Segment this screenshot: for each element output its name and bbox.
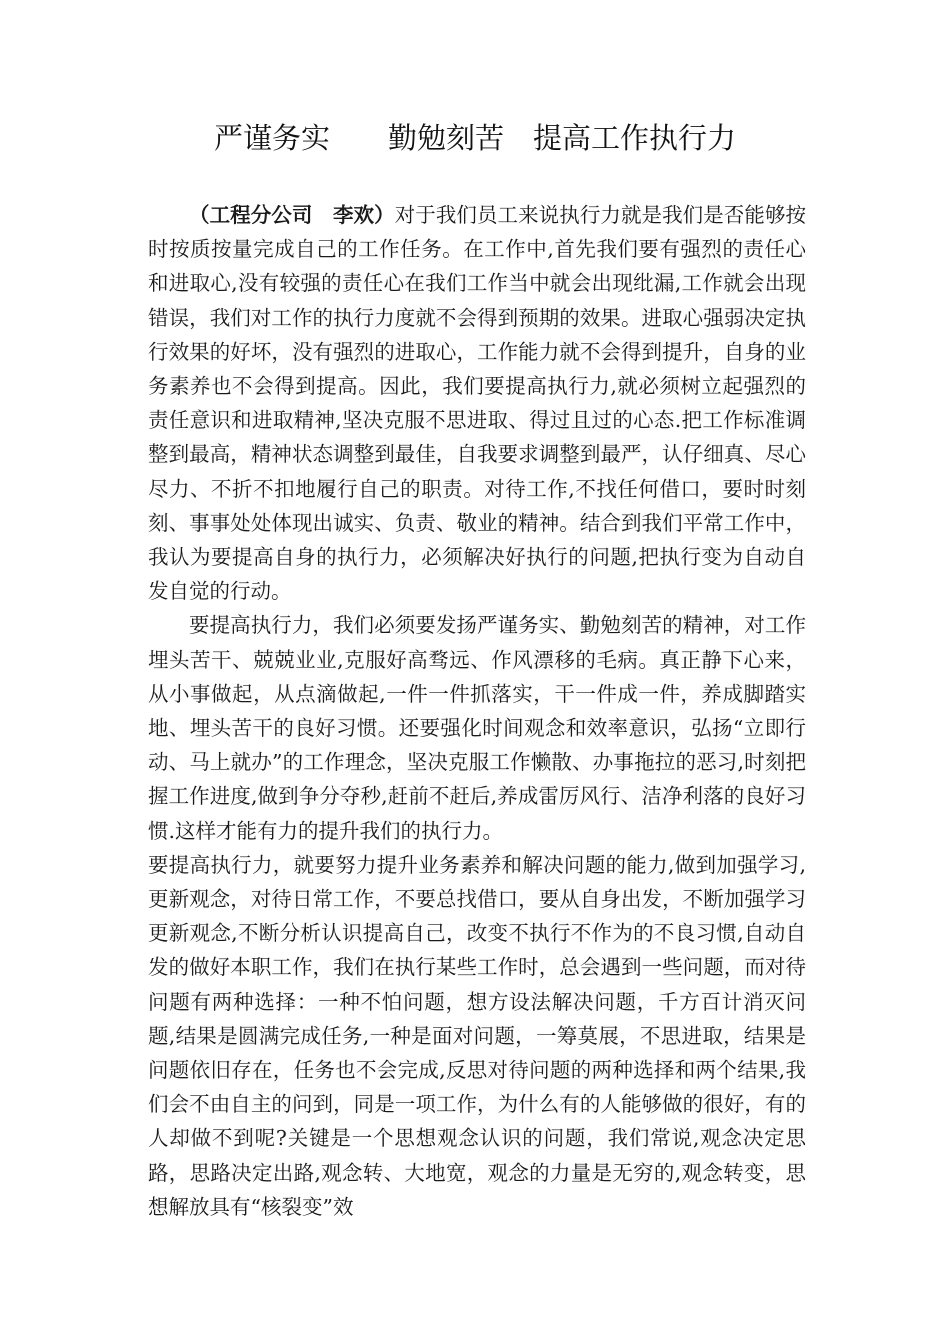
document-title: 严谨务实 勤勉刻苦 提高工作执行力 [213, 121, 736, 155]
paragraph-2: 要提高执行力，我们必须要发扬严谨务实、勤勉刻苦的精神，对工作埋头苦干、兢兢业业,克服好高骛远、作风漂移的毛病。真正静下心来，从小事做起，从点滴做起,一件一件抓落实，干一件成一件，养成脚踏实地、埋头苦干的良好习惯。还要强化时间观念和效率意识，弘扬“立即行动、马上就办”的工作理念，坚决克服工作懒散、办事拖拉的恶习,时刻把握工作进度,做到争分夺秒,赶前不赶后,养成雷厉风行、洁净利落的良好习惯.这样才能有力的提升我们的执行力。 [148, 613, 806, 843]
paragraph-3: 要提高执行力，就要努力提升业务素养和解决问题的能力,做到加强学习,更新观念，对待日常工作，不要总找借口，要从自身出发，不断加强学习更新观念,不断分析认识提高自己，改变不执行不作为的不良习惯,自动自发的做好本职工作，我们在执行某些工作时，总会遇到一些问题，而对待问题有两种选择：一种不怕问题，想方设法解决问题，千方百计消灭问题,结果是圆满完成任务,一种是面对问题，一筹莫展，不思进取，结果是问题依旧存在，任务也不会完成,反思对待问题的两种选择和两个结果,我们会不由自主的问到，同是一项工作，为什么有的人能够做的很好，有的人却做不到呢?关键是一个思想观念认识的问题，我们常说,观念决定思路，思路决定出路,观念转、大地宽，观念的力量是无穷的,观念转变，思想解放具有“核裂变”效 [148, 852, 806, 1219]
author-byline: （工程分公司 李欢） [189, 203, 395, 227]
document-body [148, 198, 806, 1224]
paragraph-1 [148, 198, 806, 608]
paragraph-1-text: 对于我们员工来说执行力就是我们是否能够按时按质按量完成自己的工作任务。在工作中,首先我们要有强烈的责任心和进取心,没有较强的责任心在我们工作当中就会出现纰漏,工作就会出现错误，我们对工作的执行力度就不会得到预期的效果。进取心强弱决定执行效果的好坏，没有强烈的进取心，工作能力就不会得到提升，自身的业务素养也不会得到提高。因此，我们要提高执行力,就必须树立起强烈的责任意识和进取精神,坚决克服不思进取、得过且过的心态.把工作标准调整到最高，精神状态调整到最佳，自我要求调整到最严，认仔细真、尽心尽力、不折不扣地履行自己的职责。对待工作,不找任何借口，要时时刻刻、事事处处体现出诚实、负责、敬业的精神。结合到我们平常工作中，我认为要提高自身的执行力，必须解决好执行的问题,把执行变为自动自发自觉的行动。 [148, 203, 807, 604]
